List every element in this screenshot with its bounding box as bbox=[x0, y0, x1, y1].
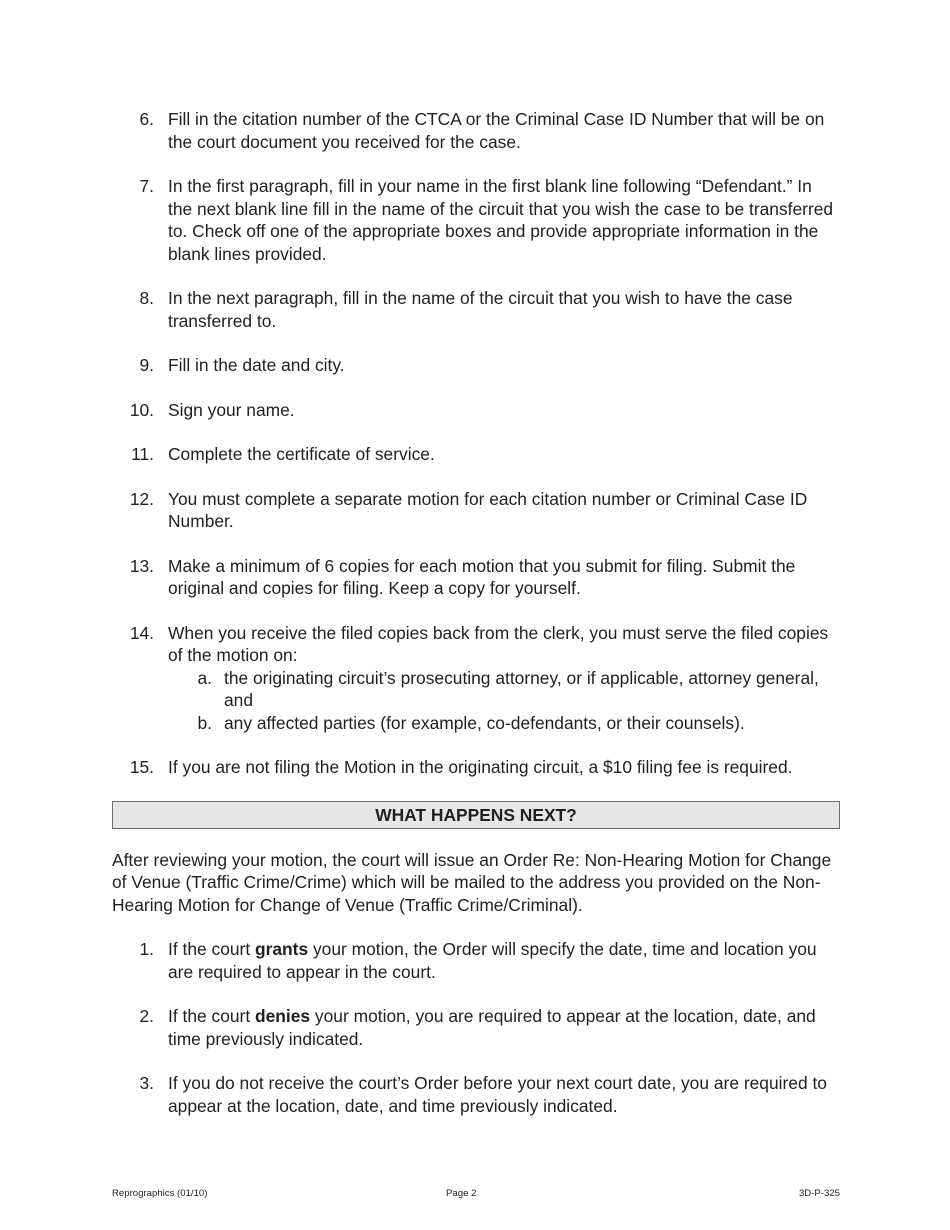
sub-item-letter: b. bbox=[197, 712, 212, 733]
sub-item-letter: a. bbox=[197, 667, 212, 688]
outcome-list bbox=[112, 938, 840, 1117]
section-heading: WHAT HAPPENS NEXT? bbox=[112, 801, 840, 829]
item-text: Sign your name. bbox=[168, 399, 295, 420]
list-item bbox=[112, 443, 840, 466]
instruction-list bbox=[112, 108, 840, 779]
item-text: When you receive the filed copies back from the clerk, you must serve the filed copies of the motion on: bbox=[168, 622, 829, 665]
list-item bbox=[112, 1072, 840, 1117]
item-number: 7. bbox=[139, 176, 154, 196]
item-number: 2. bbox=[139, 1006, 154, 1026]
list-item bbox=[112, 488, 840, 533]
document-page bbox=[112, 108, 840, 1139]
item-number: 3. bbox=[139, 1073, 154, 1093]
item-number: 8. bbox=[139, 288, 154, 308]
item-text: If the court denies your motion, you are required to appear at the location, date, and time previously indicated. bbox=[168, 1006, 816, 1049]
item-text: In the next paragraph, fill in the name of the circuit that you wish to have the case transferred to. bbox=[168, 288, 793, 331]
item-text: If you do not receive the court’s Order before your next court date, you are required to appear at the location, date, and time previously indicated. bbox=[168, 1073, 827, 1116]
footer-page-number: Page 2 bbox=[446, 1188, 477, 1199]
list-item bbox=[112, 287, 840, 332]
item-text: Complete the certificate of service. bbox=[168, 444, 435, 464]
sub-item-text: any affected parties (for example, co-defendants, or their counsels). bbox=[224, 712, 745, 733]
list-item bbox=[112, 108, 840, 153]
footer-form-id: 3D-P-325 bbox=[798, 1188, 840, 1199]
list-item bbox=[112, 354, 840, 377]
list-item bbox=[112, 399, 840, 422]
section-intro: After reviewing your motion, the court will issue an Order Re: Non-Hearing Motion for Change of Venue (Traffic Crime/Crime) which will be mailed to the address you provided on the Non-Hearing Motion for Change of Venue (Traffic Crime/Criminal). bbox=[112, 849, 832, 915]
sub-item-text: the originating circuit’s prosecuting attorney, or if applicable, attorney general, and bbox=[224, 667, 819, 710]
footer-revision: Reprographics (01/10) bbox=[112, 1188, 208, 1199]
item-text: Fill in the date and city. bbox=[168, 355, 345, 375]
item-number: 14. bbox=[129, 622, 154, 643]
item-number: 15. bbox=[129, 757, 154, 777]
list-item bbox=[112, 175, 840, 265]
item-text: Make a minimum of 6 copies for each motion that you submit for filing. Submit the original and copies for filing. Keep a copy for yourself. bbox=[168, 555, 796, 598]
sub-list-item bbox=[168, 712, 840, 735]
item-number: 13. bbox=[129, 555, 154, 576]
list-item bbox=[112, 938, 840, 983]
item-number: 1. bbox=[139, 939, 154, 959]
list-item bbox=[112, 555, 840, 600]
list-item bbox=[112, 1005, 840, 1050]
item-number: 6. bbox=[139, 109, 154, 129]
item-text: If the court grants your motion, the Order will specify the date, time and location you are required to appear in the court. bbox=[168, 939, 817, 982]
item-number: 11. bbox=[131, 444, 154, 464]
item-text: In the first paragraph, fill in your name in the first blank line following “Defendant.” In the next blank line fill in the name of the circuit that you wish the case to be transferred to. Check off one of the appropriate boxes and provide appropriate information in the blank lines provided. bbox=[168, 176, 834, 264]
item-text: If you are not filing the Motion in the originating circuit, a $10 filing fee is required. bbox=[168, 757, 793, 777]
item-number: 12. bbox=[129, 488, 154, 509]
item-number: 10. bbox=[129, 399, 154, 420]
sub-list-item bbox=[168, 667, 840, 712]
item-text: Fill in the citation number of the CTCA or the Criminal Case ID Number that will be on the court document you received for the case. bbox=[168, 109, 825, 152]
emphasis-text: grants bbox=[255, 939, 309, 959]
list-item bbox=[112, 622, 840, 735]
item-text: You must complete a separate motion for each citation number or Criminal Case ID Number. bbox=[168, 488, 808, 531]
item-number: 9. bbox=[139, 355, 154, 375]
emphasis-text: denies bbox=[255, 1006, 311, 1026]
sub-list bbox=[168, 667, 840, 735]
list-item bbox=[112, 756, 840, 779]
